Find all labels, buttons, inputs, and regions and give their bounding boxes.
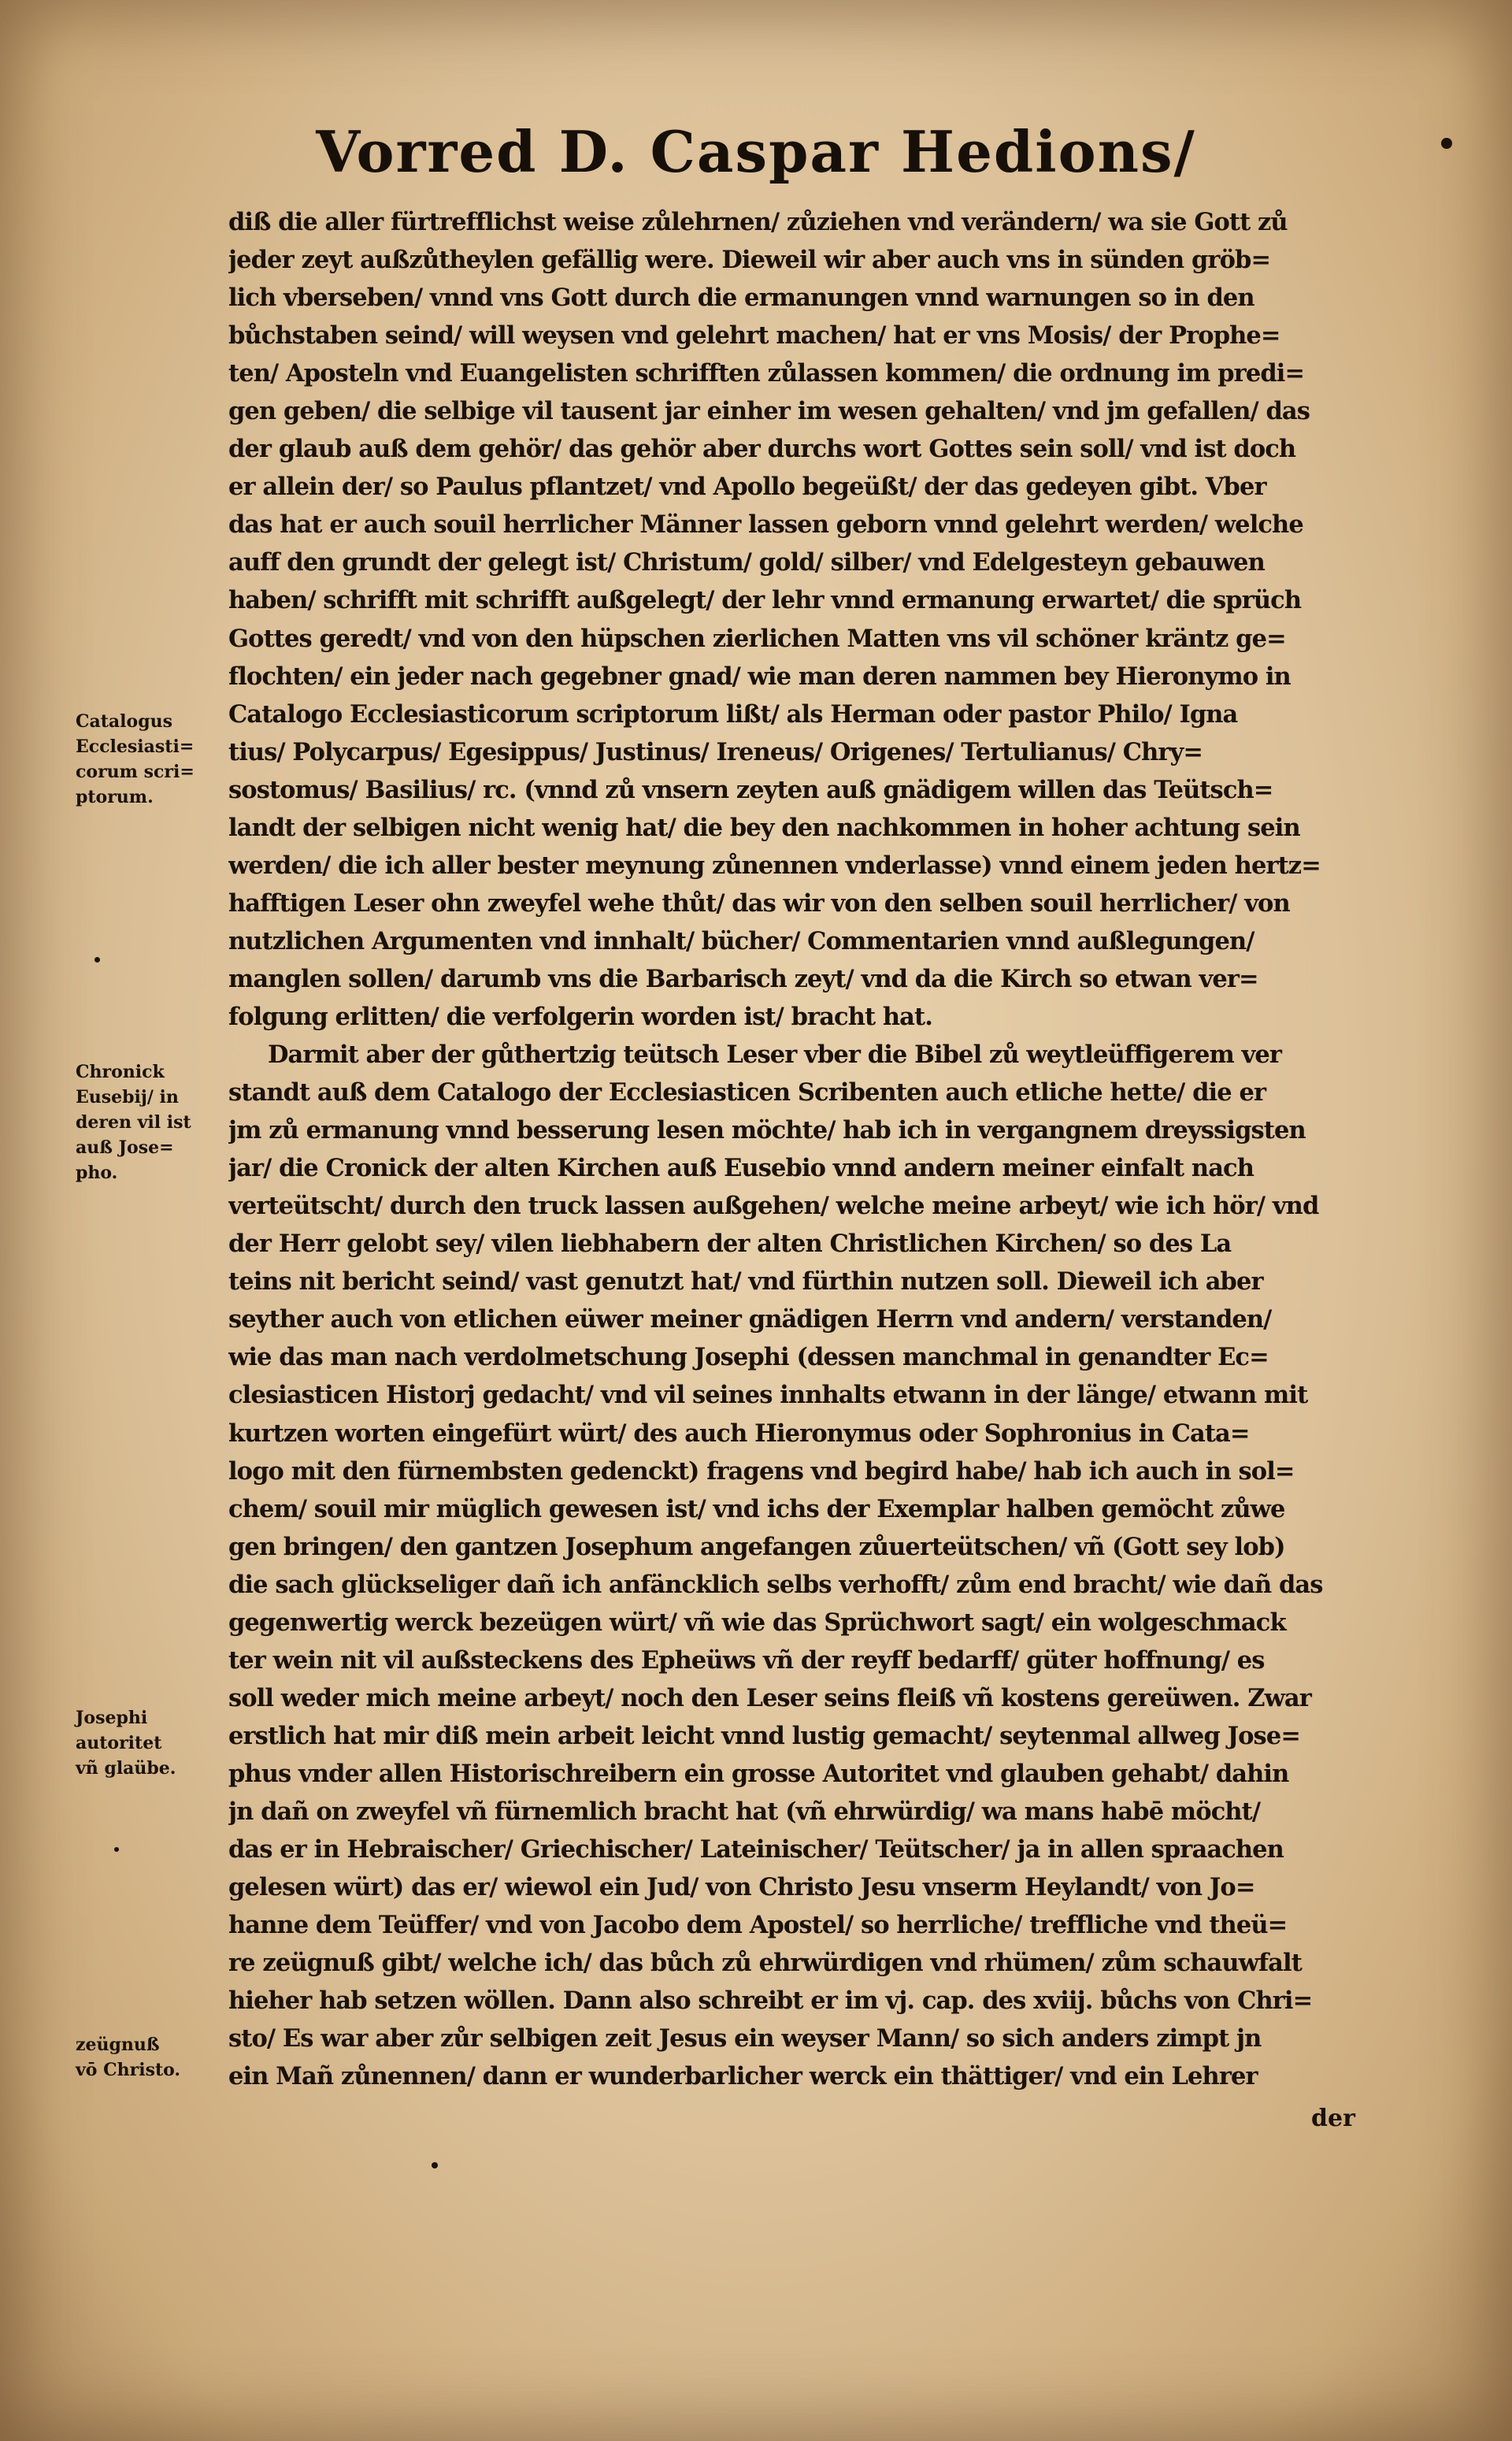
ink-speck	[114, 1847, 119, 1852]
text-line: jeder zeyt außzůtheylen gefällig were. Dieweil wir aber auch vns in sünden gröb=	[228, 246, 1271, 275]
text-line: hanne dem Teüffer/ vnd von Jacobo dem Apostel/ so herrliche/ treffliche vnd theü=	[228, 1911, 1288, 1940]
ink-speck	[1441, 138, 1452, 149]
margin-note-line: zeügnuß	[76, 2035, 160, 2055]
text-line: jn dañ on zweyfel vñ fürnemlich bracht hat (vñ ehrwürdig/ wa mans habē möcht/	[228, 1797, 1261, 1826]
text-line: ten/ Aposteln vnd Euangelisten schrifften zůlassen kommen/ die ordnung im predi=	[228, 359, 1305, 388]
margin-note-zeugnuss	[76, 2032, 233, 2083]
margin-note-line: vñ glaübe.	[76, 1758, 176, 1779]
text-line: der Herr gelobt sey/ vilen liebhabern der alten Christlichen Kirchen/ so des La	[228, 1230, 1232, 1259]
text-line: hieher hab setzen wöllen. Dann also schreibt er im vj. cap. des xviij. bůchs von Chri=	[228, 1987, 1313, 2016]
running-head: Vorred D. Caspar Hedions/	[316, 118, 1196, 185]
ink-speck	[432, 2162, 438, 2168]
margin-note-line: Chronick	[76, 1062, 165, 1082]
margin-note-line: Eusebij/ in	[76, 1087, 179, 1107]
text-line: haben/ schrifft mit schrifft außgelegt/ der lehr vnnd ermanung erwartet/ die sprüch	[228, 586, 1302, 615]
text-line: ter wein nit vil außsteckens des Epheüws vñ der reyff bedarff/ güter hoffnung/ es	[228, 1645, 1265, 1675]
text-line: diß die aller fürtrefflichst weise zůlehrnen/ zůziehen vnd verändern/ wa sie Gott zů	[228, 208, 1288, 236]
text-line: das hat er auch souil herrlicher Männer lassen geborn vnnd gelehrt werden/ welche	[228, 510, 1303, 540]
text-line: Gottes geredt/ vnd von den hüpschen zierlichen Matten vns vil schöner kräntz ge=	[228, 624, 1286, 653]
text-line: gen bringen/ den gantzen Josephum angefangen zůuerteütschen/ vñ (Gott sey lob)	[228, 1532, 1285, 1561]
text-line: folgung erlitten/ die verfolgerin worden ist/ bracht hat.	[228, 1002, 932, 1031]
margin-note-line: deren vil ist	[76, 1112, 191, 1133]
text-line: wie das man nach verdolmetschung Josephi (dessen manchmal in genandter Ec=	[228, 1343, 1269, 1372]
text-line: jar/ die Cronick der alten Kirchen auß Eusebio vnnd andern meiner einfalt nach	[228, 1154, 1254, 1183]
text-line: standt auß dem Catalogo der Ecclesiasticen Scribenten auch etliche hette/ die er	[228, 1078, 1266, 1107]
text-line: gen geben/ die selbige vil tausent jar einher im wesen gehalten/ vnd jm gefallen/ das	[228, 397, 1310, 426]
text-line: manglen sollen/ darumb vns die Barbarisch zeyt/ vnd da die Kirch so etwan ver=	[228, 964, 1258, 993]
text-line: phus vnder allen Historischreibern ein grosse Autoritet vnd glauben gehabt/ dahin	[228, 1759, 1289, 1788]
margin-note-josephi	[76, 1705, 233, 1781]
text-line: ein Mañ zůnennen/ dann er wunderbarlicher werck ein thättiger/ vnd ein Lehrer	[228, 2062, 1258, 2091]
margin-note-line: auß Jose=	[76, 1137, 174, 1158]
text-line: flochten/ ein jeder nach gegebner gnad/ wie man deren nammen bey Hieronymo in	[228, 662, 1291, 691]
margin-note-line: Ecclesiasti=	[76, 736, 195, 757]
ink-speck	[94, 957, 100, 963]
text-line: der glaub auß dem gehör/ das gehör aber durchs wort Gottes sein soll/ vnd ist doch	[228, 435, 1296, 464]
text-line: gegenwertig werck bezeügen würt/ vñ wie das Sprüchwort sagt/ ein wolgeschmack	[228, 1608, 1286, 1637]
text-line: logo mit den fürnembsten gedenckt) fragens vnd begird habe/ hab ich auch in sol=	[228, 1456, 1295, 1486]
text-line: werden/ die ich aller bester meynung zůnennen vnderlasse) vnnd einem jeden hertz=	[228, 851, 1321, 880]
text-line: gelesen würt) das er/ wiewol ein Jud/ von Christo Jesu vnserm Heylandt/ von Jo=	[228, 1873, 1255, 1902]
text-line: hafftigen Leser ohn zweyfel wehe thůt/ das wir von den selben souil herrlicher/ von	[228, 888, 1290, 918]
text-line: sto/ Es war aber zůr selbigen zeit Jesus ein weyser Mann/ so sich anders zimpt jn	[228, 2024, 1262, 2053]
text-line: landt der selbigen nicht wenig hat/ die bey den nachkommen in hoher achtung sein	[228, 813, 1300, 842]
text-line: er allein der/ so Paulus pflantzet/ vnd Apollo begeüßt/ der das gedeyen gibt. Vber	[228, 473, 1266, 502]
text-line: teins nit bericht seind/ vast genutzt hat/ vnd fürthin nutzen soll. Dieweil ich aber	[228, 1267, 1263, 1297]
body-text	[228, 203, 1394, 2095]
text-line: erstlich hat mir diß mein arbeit leicht vnnd lustig gemacht/ seytenmal allweg Jose=	[228, 1721, 1300, 1750]
margin-note-line: ptorum.	[76, 787, 154, 807]
text-line: soll weder mich meine arbeyt/ noch den Leser seins fleiß vñ kostens gereüwen. Zwar	[228, 1683, 1311, 1712]
margin-note-line: vō Christo.	[76, 2060, 181, 2080]
margin-note-catalogus	[76, 709, 233, 810]
text-line: das er in Hebraischer/ Griechischer/ Lateinischer/ Teütscher/ ja in allen spraachen	[228, 1835, 1284, 1864]
text-line: chem/ souil mir müglich gewesen ist/ vnd ichs der Exemplar halben gemöcht zůwe	[228, 1494, 1285, 1523]
text-line: clesiasticen Historj gedacht/ vnd vil seines innhalts etwann in der länge/ etwann mit	[228, 1381, 1308, 1410]
margin-note-chronick	[76, 1059, 233, 1185]
text-line: auff den grundt der gelegt ist/ Christum/ gold/ silber/ vnd Edelgesteyn gebauwen	[228, 548, 1265, 577]
text-line: bůchstaben seind/ will weysen vnd gelehrt machen/ hat er vns Mosis/ der Prophe=	[228, 321, 1280, 351]
text-line: verteütscht/ durch den truck lassen außgehen/ welche meine arbeyt/ wie ich hör/ vnd	[228, 1192, 1319, 1221]
text-line: lich vberseben/ vnnd vns Gott durch die ermanungen vnnd warnungen so in den	[228, 284, 1254, 313]
text-line: tius/ Polycarpus/ Egesippus/ Justinus/ Ireneus/ Origenes/ Tertulianus/ Chry=	[228, 737, 1203, 766]
text-line: jm zů ermanung vnnd besserung lesen möchte/ hab ich in vergangnem dreyssigsten	[228, 1116, 1306, 1145]
catchword: der	[1311, 2105, 1355, 2132]
text-line: sostomus/ Basilius/ rc. (vnnd zů vnsern zeyten auß gnädigem willen das Teütsch=	[228, 775, 1273, 804]
margin-note-line: corum scri=	[76, 762, 195, 782]
text-line: nutzlichen Argumenten vnd innhalt/ bücher/ Commentarien vnnd außlegungen/	[228, 926, 1254, 955]
text-line: Catalogo Ecclesiasticorum scriptorum lißt/ als Herman oder pastor Philo/ Igna	[228, 699, 1238, 729]
text-line: kurtzen worten eingefürt würt/ des auch Hieronymus oder Sophronius in Cata=	[228, 1419, 1250, 1448]
text-line: die sach glückseliger dañ ich anfäncklich selbs verhofft/ zům end bracht/ wie dañ das	[228, 1570, 1323, 1599]
margin-note-line: Catalogus	[76, 711, 172, 732]
text-line: Darmit aber der gůthertzig teütsch Leser vber die Bibel zů weytleüffigerem ver	[268, 1041, 1282, 1070]
margin-note-line: pho.	[76, 1163, 118, 1183]
text-line: re zeügnuß gibt/ welche ich/ das bůch zů ehrwürdigen vnd rhümen/ zům schauwfalt	[228, 1949, 1302, 1978]
margin-note-line: autoritet	[76, 1733, 162, 1753]
margin-note-line: Josephi	[76, 1708, 148, 1728]
text-line: seyther auch von etlichen eüwer meiner gnädigen Herrn vnd andern/ verstanden/	[228, 1305, 1272, 1334]
